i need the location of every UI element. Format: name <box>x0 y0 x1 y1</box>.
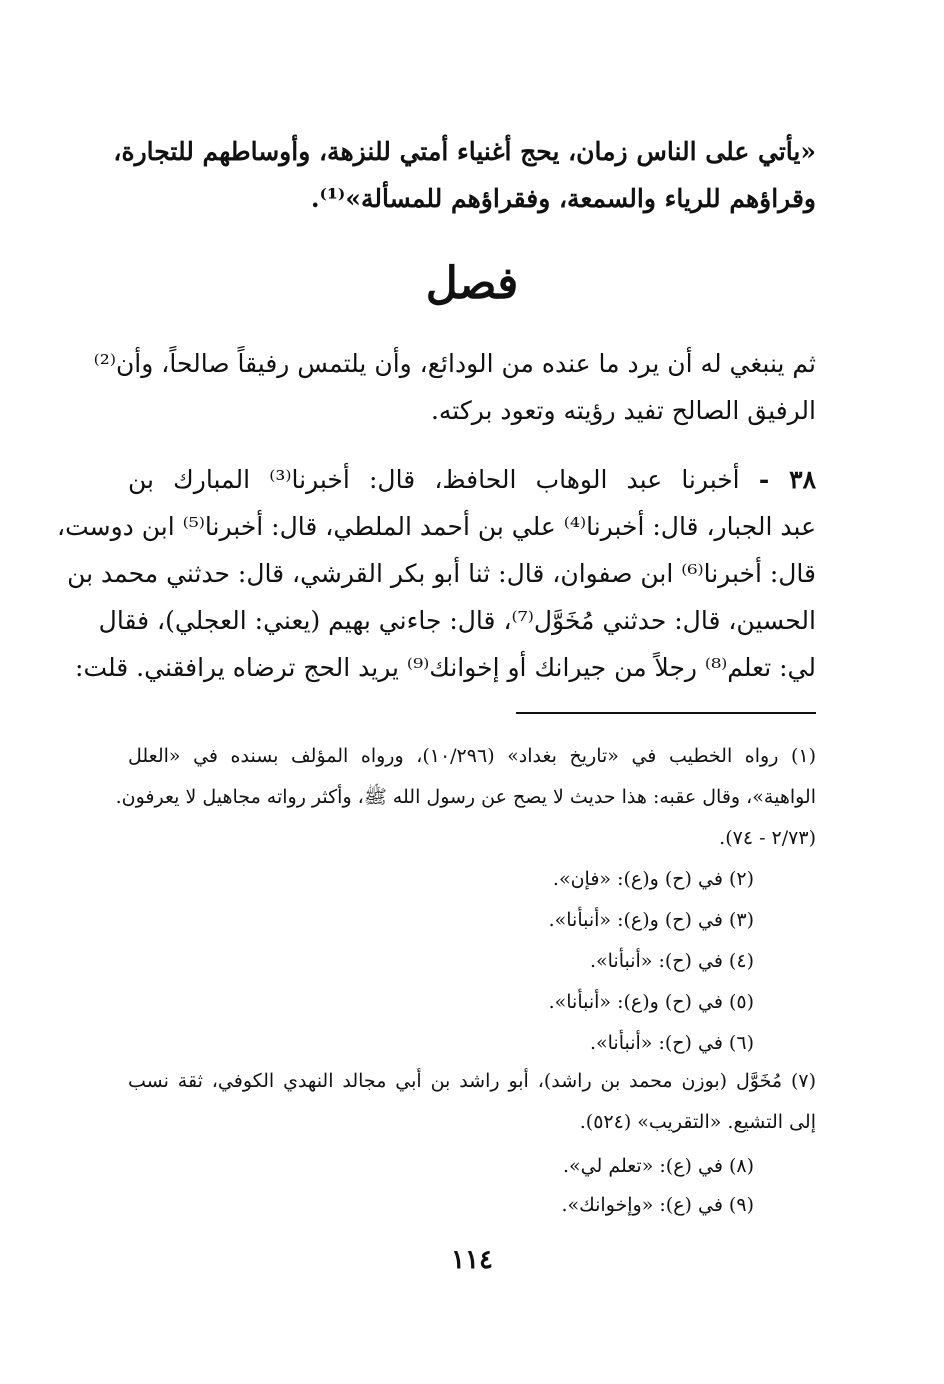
footnote-1 <box>115 736 816 859</box>
footnote-9: (٩) في (ع): «وإخوانك». <box>561 1194 754 1216</box>
footnote-6: (٦) في (ح): «أنبأنا». <box>589 1032 754 1054</box>
paragraph-line: ثم ينبغي له أن يرد ما عنده من الودائع، وأن يلتمس رفيقاً صالحاً، وأن⁽²⁾ <box>93 349 816 378</box>
footnote-5: (٥) في (ح) و(ع): «أنبأنا». <box>548 991 754 1013</box>
hadith-quote <box>113 128 816 222</box>
section-heading: فصل <box>425 258 519 309</box>
footnote-7 <box>128 1061 816 1143</box>
narration-text: أخبرنا عبد الوهاب الحافظ، قال: أخبرنا⁽³⁾ المبارك بن <box>128 465 740 494</box>
narration-line: عبد الجبار، قال: أخبرنا⁽⁴⁾ علي بن أحمد الملطي، قال: أخبرنا⁽⁵⁾ ابن دوست، <box>57 512 816 541</box>
footnote-8: (٨) في (ع): «تعلم لي». <box>563 1155 754 1177</box>
narration-38 <box>57 456 816 691</box>
footnote-separator <box>516 712 816 714</box>
footnote-3: (٣) في (ح) و(ع): «أنبأنا». <box>548 909 754 931</box>
page-number: ١١٤ <box>451 1245 493 1275</box>
footnote-line: (٧) مُخَوَّل (بوزن محمد بن راشد)، أبو راشد بن أبي مجالد النهدي الكوفي، ثقة نسب <box>128 1070 816 1092</box>
footnote-line: (١) رواه الخطيب في «تاريخ بغداد» (١٠/٢٩٦)، ورواه المؤلف بسنده في «العلل <box>128 745 816 767</box>
paragraph-line: الرفيق الصالح تفيد رؤيته وتعود بركته. <box>430 396 816 425</box>
narration-first-line <box>128 456 816 503</box>
footnote-line: (٢/٧٣ - ٧٤). <box>719 827 816 849</box>
narration-line: الحسين، قال: حدثني مُخَوَّل⁽⁷⁾، قال: جاءني بهيم (يعني: العجلي)، فقال <box>98 606 816 635</box>
narration-line: قال: أخبرنا⁽⁶⁾ ابن صفوان، قال: ثنا أبو بكر القرشي، قال: حدثني محمد بن <box>67 559 816 588</box>
footnote-4: (٤) في (ح): «أنبأنا». <box>589 950 754 972</box>
paragraph-advice <box>93 340 816 434</box>
footnote-line: إلى التشيع. «التقريب» (٥٢٤). <box>579 1111 816 1133</box>
narration-line: لي: تعلم⁽⁸⁾ رجلاً من جيرانك أو إخوانك⁽⁹⁾ يريد الحج ترضاه يرافقني. قلت: <box>75 653 816 682</box>
narration-number: ٣٨ - <box>758 465 816 494</box>
quote-line: وقراؤهم للرياء والسمعة، وفقراؤهم للمسألة»⁽¹⁾. <box>310 184 816 213</box>
footnote-line: الواهية»، وقال عقبه: هذا حديث لا يصح عن رسول الله ﷺ، وأكثر رواته مجاهيل لا يعرفون. <box>115 786 816 808</box>
quote-line: «يأتي على الناس زمان، يحج أغنياء أمتي للنزهة، وأوساطهم للتجارة، <box>113 137 816 166</box>
footnote-2: (٢) في (ح) و(ع): «فإن». <box>552 868 754 890</box>
